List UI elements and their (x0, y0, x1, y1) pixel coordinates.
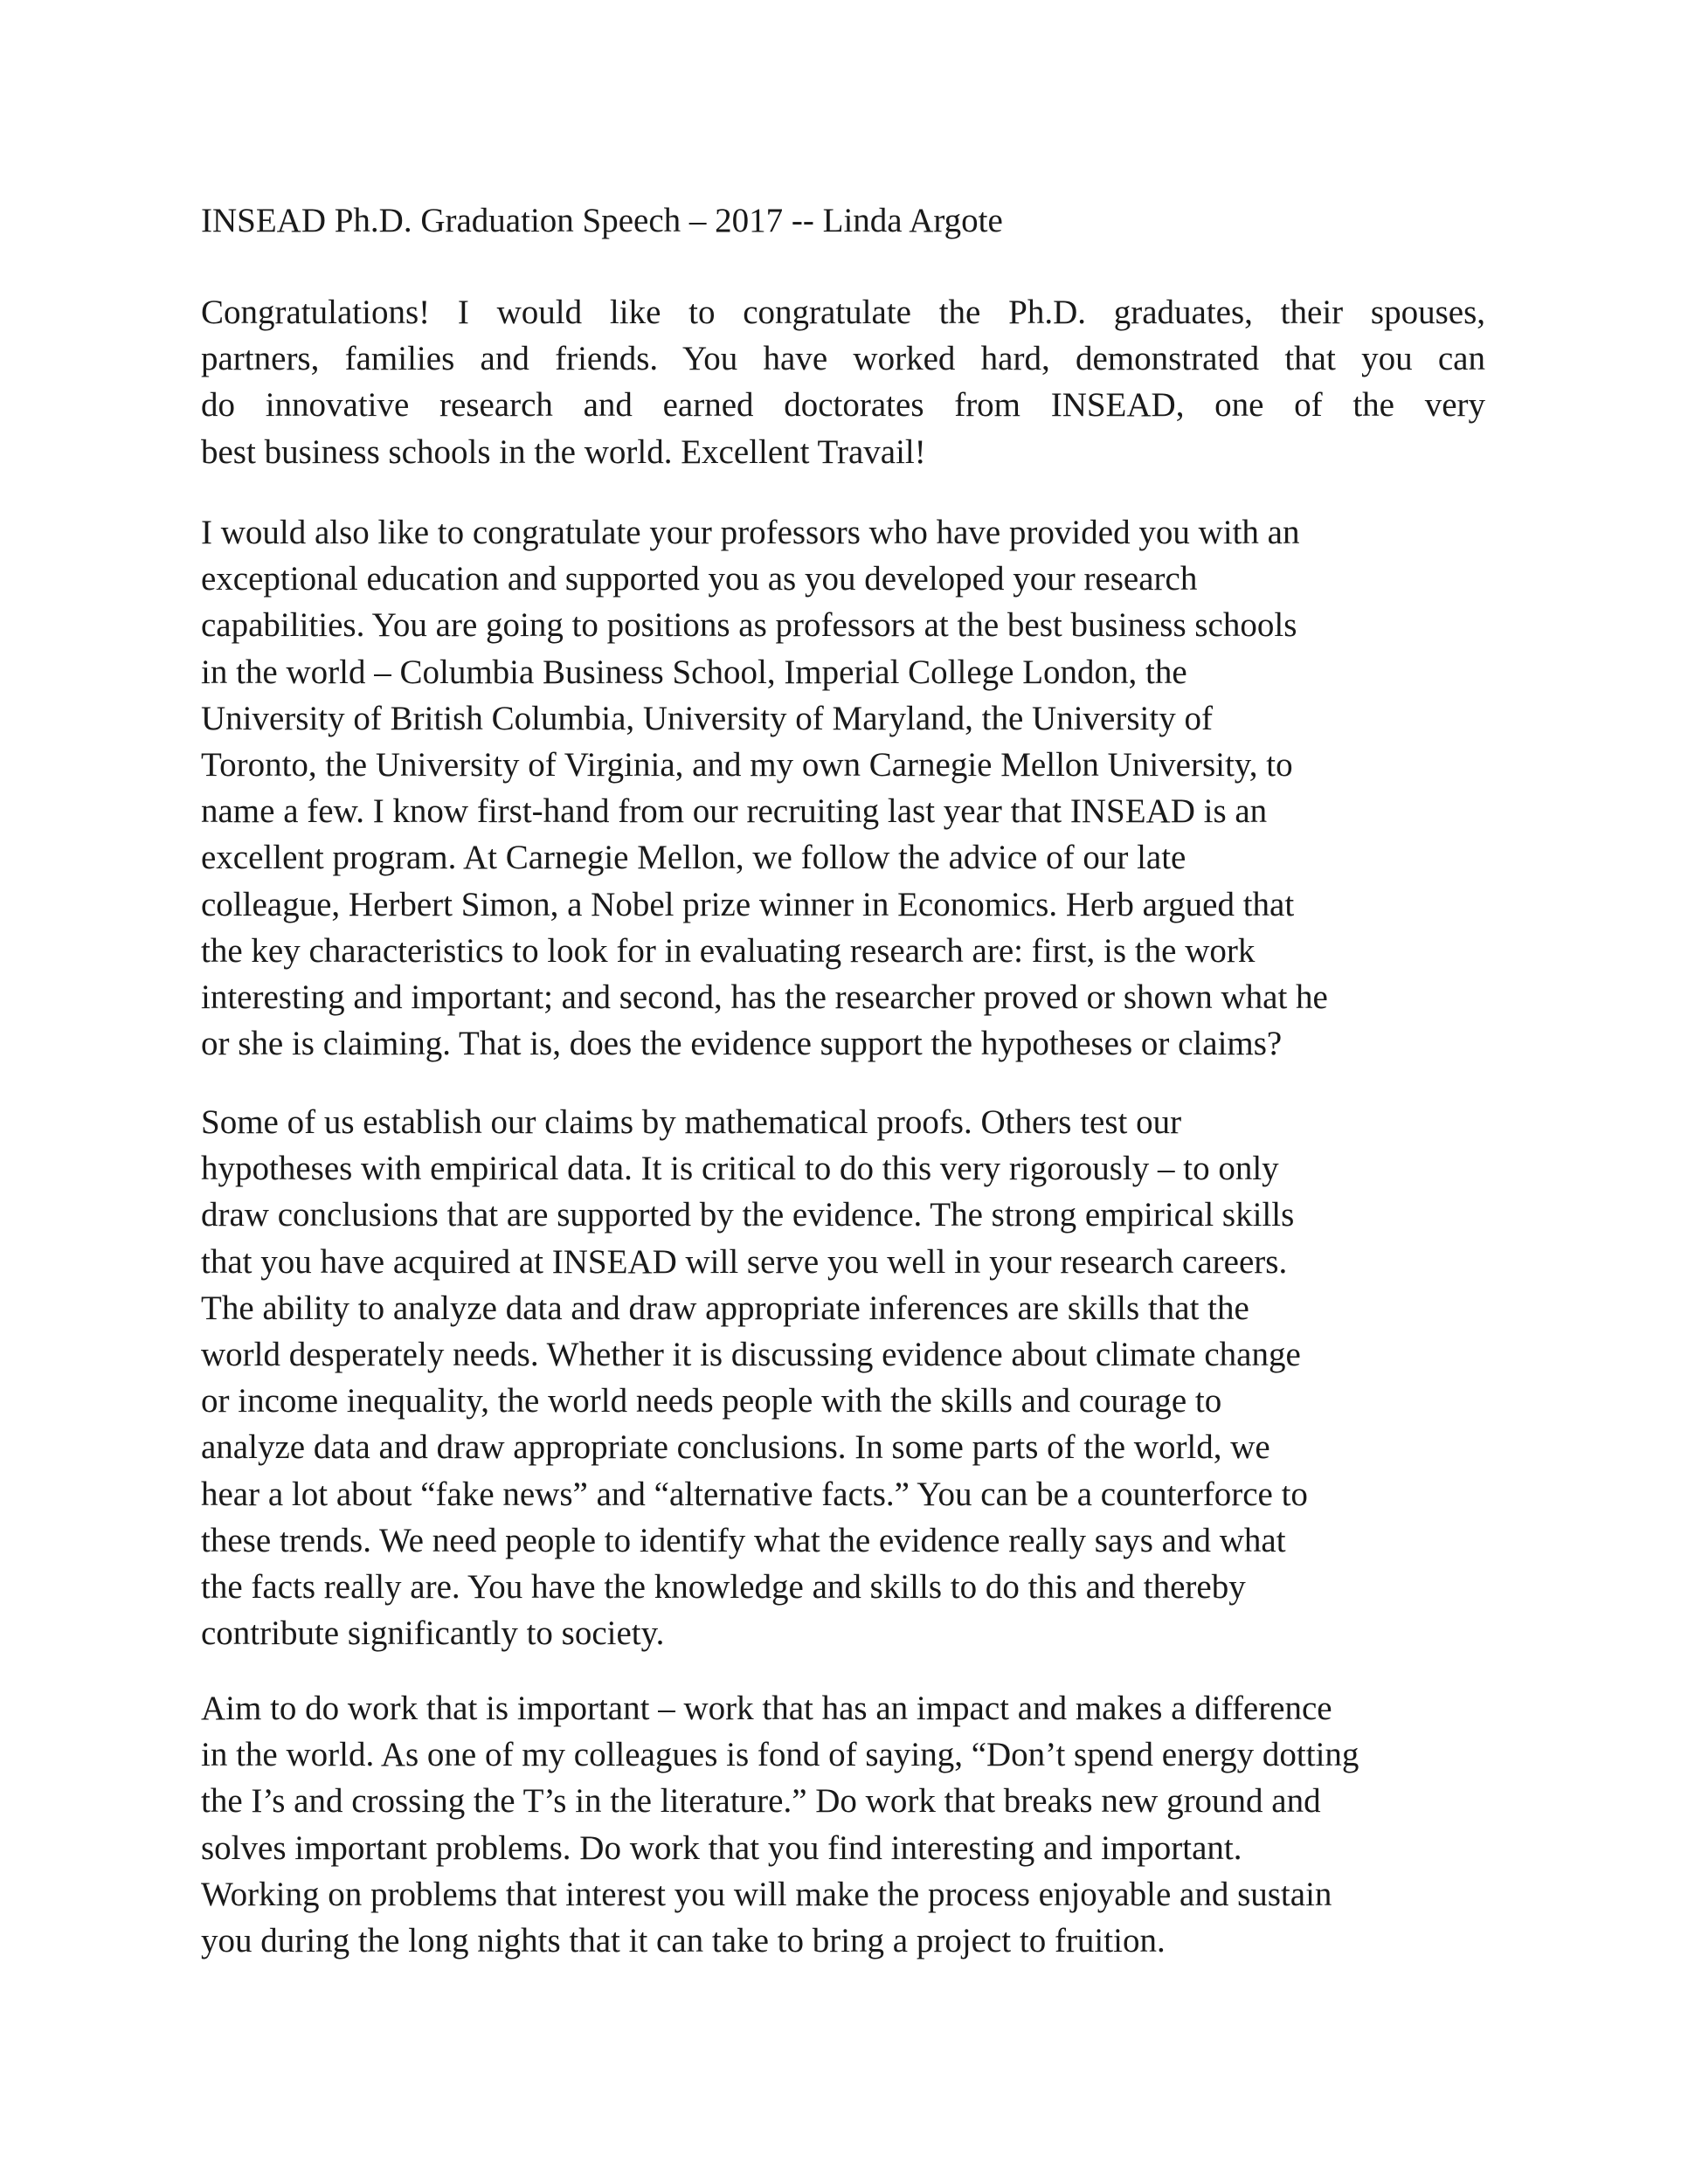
paragraph-line: hypotheses with empirical data. It is critical to do this very rigorously – to only (201, 1150, 1279, 1188)
paragraph-line: Some of us establish our claims by mathematical proofs. Others test our (201, 1103, 1182, 1141)
paragraph-line: Congratulations! I would like to congratulate the Ph.D. graduates, their spouses, (201, 294, 1485, 331)
paragraph-professors (201, 509, 1485, 1067)
paragraph-line: Aim to do work that is important – work that has an impact and makes a difference (201, 1690, 1332, 1727)
paragraph-line: do innovative research and earned doctorates from INSEAD, one of the very (201, 386, 1485, 425)
paragraph-line: I would also like to congratulate your professors who have provided you with an (201, 514, 1300, 551)
paragraph-line: you during the long nights that it can take to bring a project to fruition. (201, 1922, 1166, 1960)
paragraph-line: exceptional education and supported you as you developed your research (201, 560, 1198, 598)
paragraph-line: colleague, Herbert Simon, a Nobel prize winner in Economics. Herb argued that (201, 885, 1295, 923)
paragraph-line: world desperately needs. Whether it is discussing evidence about climate change (201, 1336, 1301, 1374)
paragraph-line: or she is claiming. That is, does the evidence support the hypotheses or claims? (201, 1025, 1283, 1063)
paragraph-line: partners, families and friends. You have worked hard, demonstrated that you can (201, 340, 1485, 378)
paragraph-line: the facts really are. You have the knowledge and skills to do this and thereby (201, 1568, 1246, 1607)
paragraph-line: name a few. I know first-hand from our recruiting last year that INSEAD is an (201, 792, 1268, 831)
paragraph-line: excellent program. At Carnegie Mellon, we follow the advice of our late (201, 839, 1186, 877)
paragraph-line: best business schools in the world. Excellent Travail! (201, 432, 926, 471)
paragraph-line: that you have acquired at INSEAD will serve you well in your research careers. (201, 1242, 1288, 1281)
paragraph-line: analyze data and draw appropriate conclusions. In some parts of the world, we (201, 1428, 1270, 1467)
page-title (201, 197, 1485, 244)
paragraph-line: capabilities. You are going to positions as professors at the best business schools (201, 606, 1297, 645)
paragraph-line: the key characteristics to look for in evaluating research are: first, is the work (201, 931, 1256, 970)
paragraph-line: Toronto, the University of Virginia, and my own Carnegie Mellon University, to (201, 746, 1293, 784)
title-line: INSEAD Ph.D. Graduation Speech – 2017 -- Linda Argote (201, 202, 1003, 239)
paragraph-line: interesting and important; and second, has the researcher proved or shown what he (201, 978, 1328, 1017)
paragraph-line: in the world. As one of my colleagues is fond of saying, “Don’t spend energy dotting (201, 1736, 1359, 1774)
paragraph-important-work (201, 1685, 1485, 1964)
paragraph-line: Working on problems that interest you will make the process enjoyable and sustain (201, 1875, 1332, 1913)
paragraph-line: or income inequality, the world needs people with the skills and courage to (201, 1382, 1222, 1420)
paragraph-line: solves important problems. Do work that you find interesting and important. (201, 1828, 1242, 1867)
paragraph-line: draw conclusions that are supported by the evidence. The strong empirical skills (201, 1196, 1295, 1234)
paragraph-evidence (201, 1099, 1485, 1656)
paragraph-line: The ability to analyze data and draw appropriate inferences are skills that the (201, 1289, 1249, 1327)
paragraph-congratulations (201, 289, 1485, 475)
paragraph-line: the I’s and crossing the T’s in the literature.” Do work that breaks new ground and (201, 1782, 1321, 1821)
paragraph-line: hear a lot about “fake news” and “alternative facts.” You can be a counterforce to (201, 1475, 1308, 1513)
paragraph-line: in the world – Columbia Business School, Imperial College London, the (201, 653, 1187, 691)
paragraph-line: University of British Columbia, University of Maryland, the University of (201, 699, 1213, 737)
paragraph-line: contribute significantly to society. (201, 1614, 665, 1653)
paragraph-line: these trends. We need people to identify what the evidence really says and what (201, 1521, 1286, 1559)
